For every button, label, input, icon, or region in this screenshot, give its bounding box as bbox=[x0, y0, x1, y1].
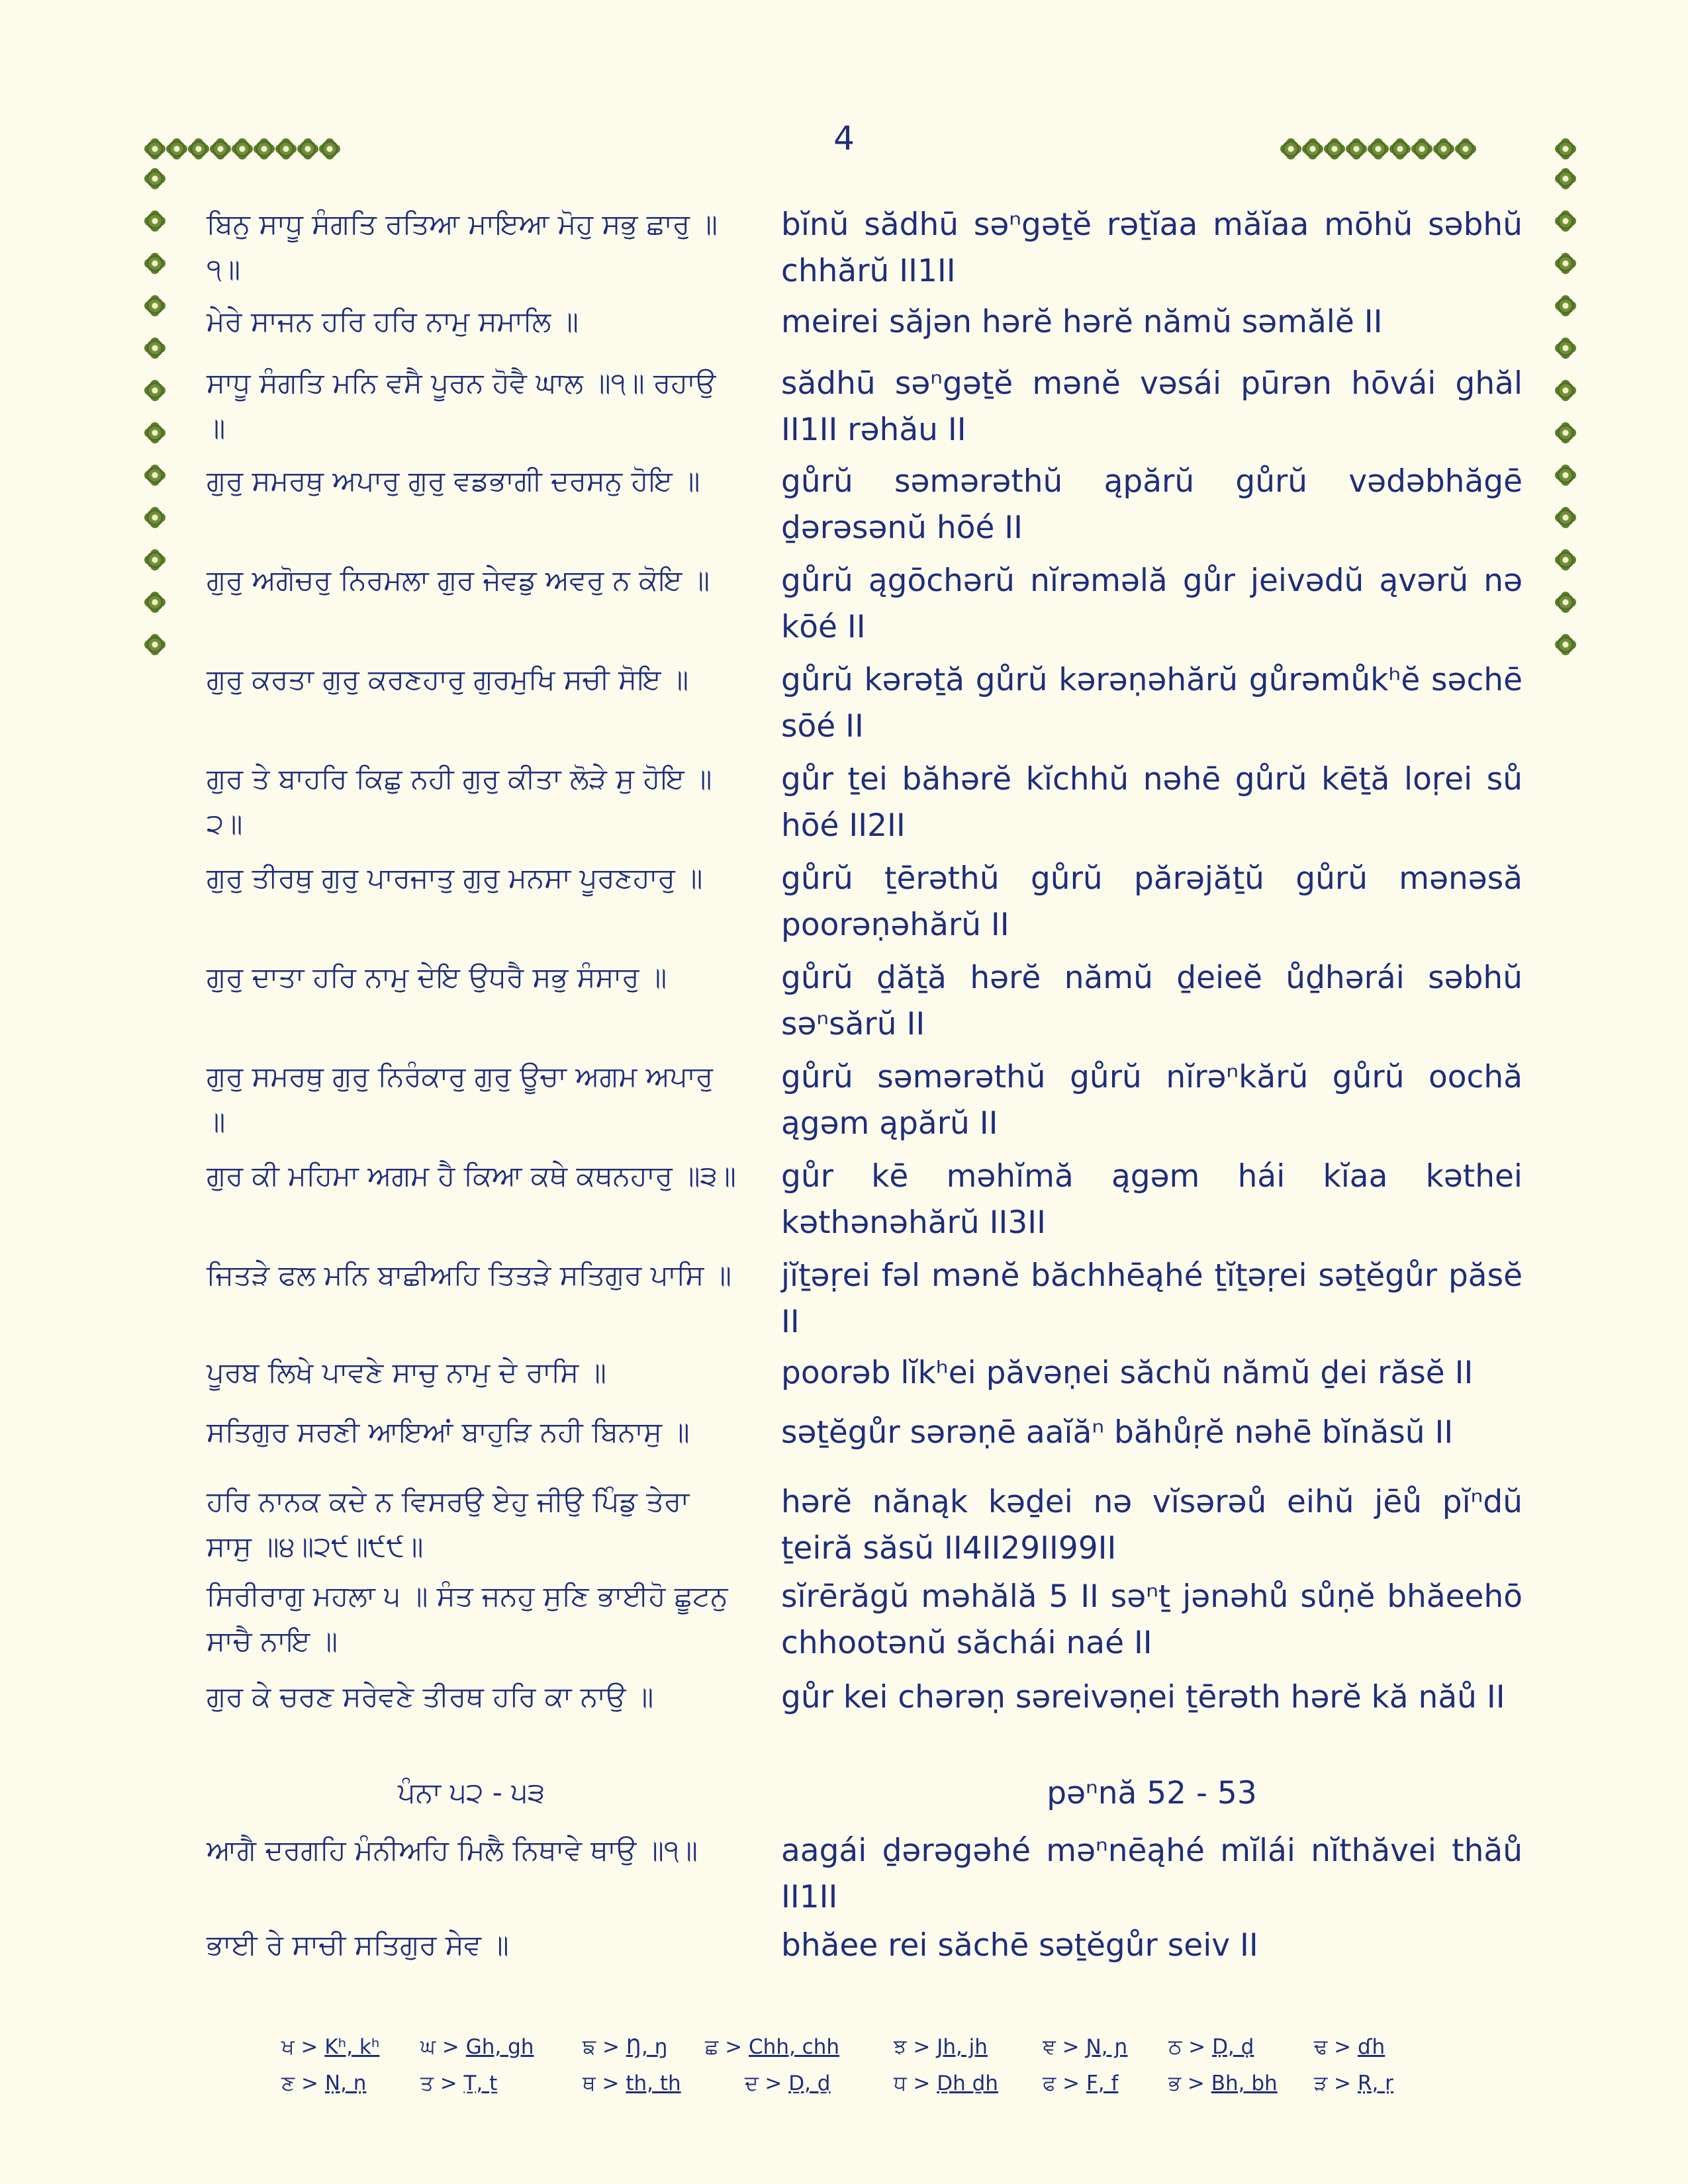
gurmukhi-text: ਸਿਰੀਰਾਗੁ ਮਹਲਾ ੫ ॥ ਸੰਤ ਜਨਹੁ ਸੁਣਿ ਭਾਈਹੋ ਛੂਟਨੁ ਸਾਚੈ ਨਾਇ ॥ bbox=[207, 1580, 728, 1657]
transliteration-text: gůrŭ ągōchərŭ nĭrəməlă gůr jeivədŭ ąvərŭ nə kōé II bbox=[781, 563, 1523, 645]
gurmukhi-text: ਗੁਰੁ ਅਗੋਚਰੁ ਨਿਰਮਲਾ ਗੁਰ ਜੇਵਡੁ ਅਵਰੁ ਨ ਕੋਇ ॥ bbox=[207, 564, 710, 596]
transliteration-text: bhăee rei săchē səṯĕgůr seiv II bbox=[781, 1927, 1258, 1964]
gurmukhi-text: ਮੇਰੇ ਸਾਜਨ ਹਰਿ ਹਰਿ ਨਾਮੁ ਸਮਾਲਿ ॥ bbox=[207, 305, 579, 338]
transliteration-text: gůrŭ səmərəthŭ ąpărŭ gůrŭ vədəbhăgē ḏərəsənŭ hōé II bbox=[781, 463, 1523, 546]
gurmukhi-text: ਗੁਰੁ ਦਾਤਾ ਹਰਿ ਨਾਮੁ ਦੇਇ ਉਧਰੈ ਸਭੁ ਸੰਸਾਰੁ ॥ bbox=[207, 961, 667, 993]
transliteration-text: səṯĕgůr sərəṇē aaĭăⁿ băhůṛĕ nəhē bĭnăsŭ II bbox=[781, 1414, 1454, 1451]
legend-item: ਛ > Chh, chh bbox=[705, 2035, 840, 2059]
legend-item: ਝ > Jh, jh bbox=[894, 2035, 988, 2059]
transliteration-text: aagái ḏərəgəhé məⁿnēąhé mĭlái nĭthăvei thăů II1II bbox=[781, 1833, 1523, 1915]
gurmukhi-text: ਭਾਈ ਰੇ ਸਾਚੀ ਸਤਿਗੁਰ ਸੇਵ ॥ bbox=[207, 1929, 509, 1961]
legend-item: ਢ > ɗh bbox=[1314, 2035, 1385, 2059]
legend-item: ਞ > Ɲ, ɲ bbox=[1043, 2035, 1128, 2059]
transliteration-text: poorəb lĭkʰei păvəṇei săchŭ nămŭ ḏei răsĕ II bbox=[781, 1355, 1474, 1391]
page-range-translit: pəⁿnă 52 - 53 bbox=[1047, 1775, 1257, 1811]
legend-item: ਤ > Ṯ, ṯ bbox=[420, 2071, 498, 2095]
transliteration-text: gůrŭ səmərəthŭ gůrŭ nĭrəⁿkărŭ gůrŭ oochă ągəm ąpărŭ II bbox=[781, 1059, 1523, 1142]
transliteration-text: sĭrērăgŭ məhălă 5 II səⁿṯ jənəhů sůṇĕ bhăeehō chhootənŭ săchái naé II bbox=[781, 1578, 1523, 1661]
transliteration-text: gůrŭ ṯērəthŭ gůrŭ părəjăṯŭ gůrŭ mənəsă poorəṇəhărŭ II bbox=[781, 860, 1523, 943]
gurmukhi-text: ਸਤਿਗੁਰ ਸਰਣੀ ਆਇਆਂ ਬਾਹੁੜਿ ਨਹੀ ਬਿਨਾਸੁ ॥ bbox=[207, 1416, 690, 1448]
legend-item: ਭ > Bh, bh bbox=[1168, 2071, 1278, 2095]
gurmukhi-text: ਬਿਨੁ ਸਾਧੂ ਸੰਗਤਿ ਰਤਿਆ ਮਾਇਆ ਮੋਹੁ ਸਭੁ ਛਾਰੁ ॥੧॥ bbox=[207, 208, 718, 285]
legend-item: ਥ > th, th bbox=[583, 2071, 681, 2095]
legend-item: ਫ > F, f bbox=[1043, 2071, 1119, 2095]
transliteration-text: gůr kē məhĭmă ągəm hái kĭaa kəthei kəthənəhărŭ II3II bbox=[781, 1158, 1523, 1241]
gurmukhi-text: ਗੁਰੁ ਸਮਰਥੁ ਗੁਰੁ ਨਿਰੰਕਾਰੁ ਗੁਰੁ ਊਚਾ ਅਗਮ ਅਪਾਰੁ ॥ bbox=[207, 1060, 713, 1138]
legend-item: ਧ > Ḏh ḏh bbox=[894, 2071, 998, 2095]
gurmukhi-text: ਗੁਰੁ ਕਰਤਾ ਗੁਰੁ ਕਰਣਹਾਰੁ ਗੁਰਮੁਖਿ ਸਚੀ ਸੋਇ ॥ bbox=[207, 663, 689, 696]
legend-item: ਖ > Kʰ, kʰ bbox=[281, 2035, 380, 2059]
transliteration-text: gůr ṯei băhərĕ kĭchhŭ nəhē gůrŭ kēṯă loṛei sů hōé II2II bbox=[781, 761, 1523, 844]
transliteration-text: gůrŭ kərəṯă gůrŭ kərəṇəhărŭ gůrəmůkʰĕ səchē sōé II bbox=[781, 662, 1523, 745]
legend-item: ਘ > Gh, gh bbox=[420, 2035, 534, 2059]
gurmukhi-text: ਸਾਧੂ ਸੰਗਤਿ ਮਨਿ ਵਸੈ ਪੂਰਨ ਹੋਵੈ ਘਾਲ ॥੧॥ ਰਹਾਉ ॥ bbox=[207, 367, 716, 444]
legend-item: ਙ > Ŋ, ŋ bbox=[583, 2035, 668, 2059]
legend-item: ਦ > Ḏ, ḏ bbox=[745, 2071, 831, 2095]
transliteration-text: gůrŭ ḏăṯă hərĕ nămŭ ḏeieĕ ůḏhərái səbhŭ səⁿsărŭ II bbox=[781, 960, 1523, 1042]
gurmukhi-text: ਗੁਰੁ ਸਮਰਥੁ ਅਪਾਰੁ ਗੁਰੁ ਵਡਭਾਗੀ ਦਰਸਨੁ ਹੋਇ ॥ bbox=[207, 465, 700, 497]
gurmukhi-text: ਗੁਰ ਕੀ ਮਹਿਮਾ ਅਗਮ ਹੈ ਕਿਆ ਕਥੇ ਕਥਨਹਾਰੁ ॥੩॥ bbox=[207, 1160, 736, 1192]
transliteration-text: meirei săjən hərĕ hərĕ nămŭ səmălĕ II bbox=[781, 304, 1383, 340]
page-range-gurmukhi: ਪੰਨਾ ੫੨ - ੫੩ bbox=[397, 1776, 545, 1809]
gurmukhi-text: ਗੁਰ ਕੇ ਚਰਣ ਸਰੇਵਣੇ ਤੀਰਥ ਹਰਿ ਕਾ ਨਾਉ ॥ bbox=[207, 1680, 654, 1713]
gurmukhi-text: ਗੁਰ ਤੇ ਬਾਹਰਿ ਕਿਛੁ ਨਹੀ ਗੁਰੁ ਕੀਤਾ ਲੋੜੇ ਸੁ ਹੋਇ ॥੨॥ bbox=[207, 762, 712, 840]
gurmukhi-text: ਜਿਤੜੇ ਫਲ ਮਨਿ ਬਾਛੀਅਹਿ ਤਿਤੜੇ ਸਤਿਗੁਰ ਪਾਸਿ ॥ bbox=[207, 1259, 732, 1291]
transliteration-text: sădhū səⁿgəṯĕ mənĕ vəsái pūrən hōvái ghăl II1II rəhău II bbox=[781, 365, 1523, 448]
transliteration-text: bĭnŭ sădhū səⁿgəṯĕ rəṯĭaa măĭaa mōhŭ səbhŭ chhărŭ II1II bbox=[781, 206, 1523, 289]
legend-item: ਠ > Ḍ, ḍ bbox=[1168, 2035, 1254, 2059]
transliteration-text: jĭṯəṛei fəl mənĕ băchhēąhé ṯĭṯəṛei səṯĕgůr păsĕ II bbox=[781, 1257, 1523, 1340]
gurmukhi-text: ਪੂਰਬ ਲਿਖੇ ਪਾਵਣੇ ਸਾਚੁ ਨਾਮੁ ਦੇ ਰਾਸਿ ॥ bbox=[207, 1356, 606, 1388]
gurmukhi-text: ਹਰਿ ਨਾਨਕ ਕਦੇ ਨ ਵਿਸਰਉ ਏਹੁ ਜੀਉ ਪਿੰਡੁ ਤੇਰਾ ਸਾਸੁ ॥੪॥੨੯॥੯੯॥ bbox=[207, 1485, 690, 1563]
page-number: 4 bbox=[833, 119, 855, 158]
legend-item: ਣ > Ṇ, ṇ bbox=[281, 2071, 367, 2095]
transliteration-text: hərĕ nănąk kəḏei nə vĭsərəů eihŭ jēů pĭⁿdŭ ṯeiră săsŭ II4II29II99II bbox=[781, 1484, 1523, 1567]
transliteration-text: gůr kei chərəṇ səreivəṇei ṯērəth hərĕ kă năů II bbox=[781, 1679, 1505, 1715]
gurmukhi-text: ਗੁਰੁ ਤੀਰਥੁ ਗੁਰੁ ਪਾਰਜਾਤੁ ਗੁਰੁ ਮਨਸਾ ਪੂਰਣਹਾਰੁ ॥ bbox=[207, 862, 703, 894]
gurmukhi-text: ਆਗੈ ਦਰਗਹਿ ਮੰਨੀਅਹਿ ਮਿਲੈ ਨਿਥਾਵੇ ਥਾਉ ॥੧॥ bbox=[207, 1834, 698, 1866]
legend-item: ੜ > Ṛ, ṛ bbox=[1314, 2071, 1393, 2095]
